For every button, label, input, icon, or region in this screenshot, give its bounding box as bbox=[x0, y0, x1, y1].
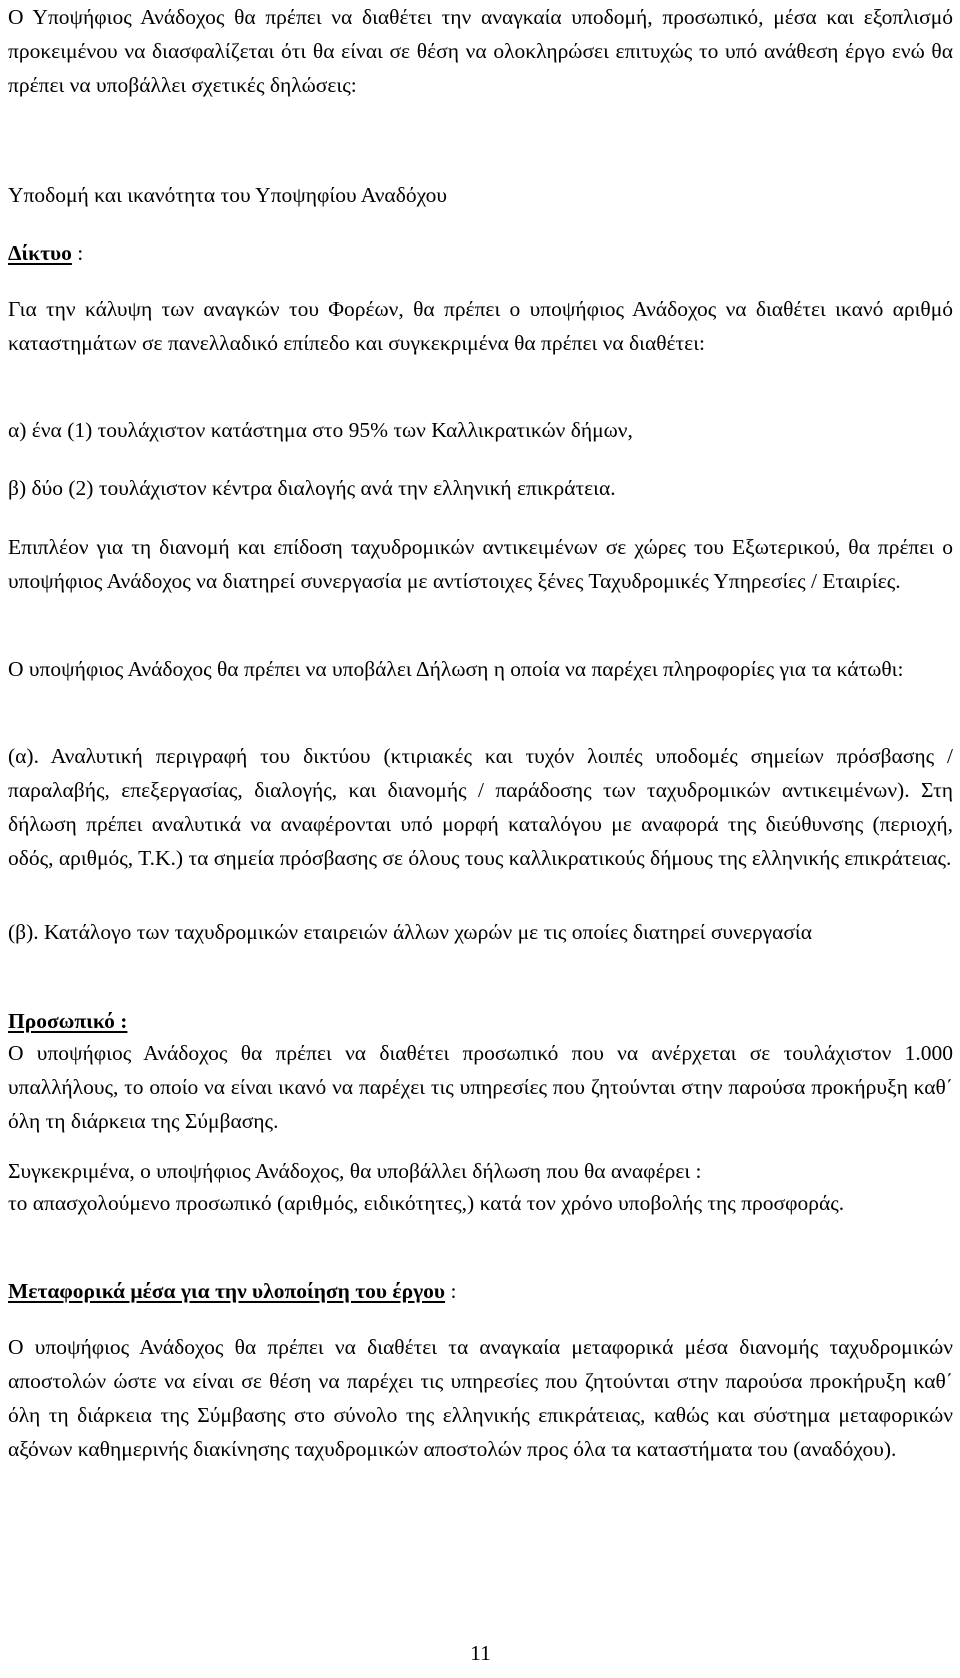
staff-declaration-details: το απασχολούμενο προσωπικό (αριθμός, ειδικότητες,) κατά τον χρόνο υποβολής της προσφοράς. bbox=[8, 1191, 845, 1215]
network-item-a: α) ένα (1) τουλάχιστον κατάστημα στο 95% των Καλλικρατικών δήμων, bbox=[8, 418, 633, 442]
network-heading-colon: : bbox=[71, 241, 84, 265]
transport-paragraph: Ο υποψήφιος Ανάδοχος θα πρέπει να διαθέτει τα αναγκαία μεταφορικά μέσα διανομής ταχυδρομικών αποστολών ώστε να είναι σε θέση να παρέχει τις υπηρεσίες που ζητούνται στην παρούσα προκήρυξη καθ΄ όλη τη διάρκεια της Σύμβασης στο σύνολο της ελληνικής επικράτειας, καθώς και σύστημα μεταφορικών αξόνων καθημερινής διακίνησης ταχυδρομικών αποστολών προς όλα τα καταστήματα του (αναδόχου). bbox=[8, 1335, 953, 1461]
section-title: Υποδομή και ικανότητα του Υποψηφίου Αναδόχου bbox=[8, 183, 448, 207]
staff-declaration-line: Συγκεκριμένα, ο υποψήφιος Ανάδοχος, θα υποβάλλει δήλωση που θα αναφέρει : bbox=[8, 1159, 702, 1183]
abroad-paragraph: Επιπλέον για τη διανομή και επίδοση ταχυδρομικών αντικειμένων σε χώρες του Εξωτερικού, θα πρέπει ο υποψήφιος Ανάδοχος να διατηρεί συνεργασία με αντίστοιχες ξένες Ταχυδρομικές Υπηρεσίες / Εταιρίες. bbox=[8, 535, 953, 593]
intro-paragraph: Ο Υποψήφιος Ανάδοχος θα πρέπει να διαθέτει την αναγκαία υποδομή, προσωπικό, μέσα και εξοπλισμό προκειμένου να διασφαλίζεται ότι θα είναι σε θέση να ολοκληρώσει επιτυχώς το υπό ανάθεση έργο ενώ θα πρέπει να υποβάλλει σχετικές δηλώσεις: bbox=[8, 5, 953, 97]
staff-paragraph: Ο υποψήφιος Ανάδοχος θα πρέπει να διαθέτει προσωπικό που να ανέρχεται σε τουλάχιστον 1.000 υπαλλήλους, το οποίο να είναι ικανό να παρέχει τις υπηρεσίες που ζητούνται στην παρούσα προκήρυξη καθ΄ όλη τη διάρκεια της Σύμβασης. bbox=[8, 1041, 953, 1133]
declaration-paragraph: Ο υποψήφιος Ανάδοχος θα πρέπει να υποβάλει Δήλωση η οποία να παρέχει πληροφορίες για τα κάτωθι: bbox=[8, 657, 904, 681]
declaration-point-b: (β). Κατάλογο των ταχυδρομικών εταιρειών άλλων χωρών με τις οποίες διατηρεί συνεργασία bbox=[8, 920, 812, 944]
document-page bbox=[8, 0, 953, 1678]
declaration-point-a: (α). Αναλυτική περιγραφή του δικτύου (κτιριακές και τυχόν λοιπές υποδομές σημείων πρόσβασης /παραλαβής, επεξεργασίας, διαλογής, και διανομής / παράδοσης των ταχυδρομικών αντικειμένων). Στη δήλωση πρέπει αναλυτικά να αναφέρονται υπό μορφή καταλόγου με αναφορά της διεύθυνσης (περιοχή, οδός, αριθμός, Τ.Κ.) τα σημεία πρόσβασης σε όλους τους καλλικρατικούς δήμους της ελληνικής επικράτειας. bbox=[8, 744, 953, 870]
page-number: 11 bbox=[470, 1641, 491, 1665]
staff-heading: Προσωπικό : bbox=[8, 1009, 128, 1033]
transport-heading: Μεταφορικά μέσα για την υλοποίηση του έργου bbox=[8, 1279, 446, 1303]
network-heading: Δίκτυο bbox=[8, 241, 72, 265]
network-item-b: β) δύο (2) τουλάχιστον κέντρα διαλογής ανά την ελληνική επικράτεια. bbox=[8, 476, 616, 500]
network-paragraph: Για την κάλυψη των αναγκών του Φορέων, θα πρέπει ο υποψήφιος Ανάδοχος να διαθέτει ικανό αριθμό καταστημάτων σε πανελλαδικό επίπεδο και συγκεκριμένα θα πρέπει να διαθέτει: bbox=[8, 297, 953, 355]
transport-heading-line bbox=[8, 1274, 456, 1308]
network-heading-line bbox=[8, 236, 83, 270]
transport-heading-colon: : bbox=[445, 1279, 457, 1303]
